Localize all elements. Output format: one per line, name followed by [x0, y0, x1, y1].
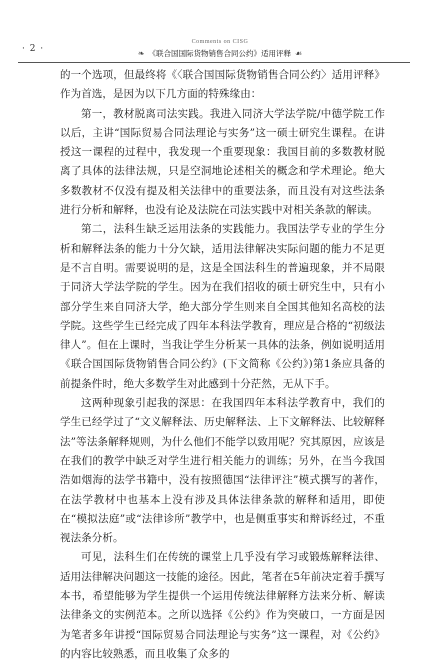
paragraph-textbooks: 第一，教材脱离司法实践。我进入同济大学法学院/中德学院工作以后，主讲“国际贸易合同法理论与实务”这一硕士研究生课程。在讲授这一课程的过程中，我发现一个重要现象：我国目前的多数教材脱离了具体的法律法规，只是空洞地论述相关的概念和学术理论。绝大多数教材不仅没有提及相关法律中的重要法条，而且没有对这些法条进行分析和解释，也没有论及法院在司法实践中对相关条款的解读。 [60, 107, 385, 217]
paragraph-continuation: 的一个选项，但最终将《〈联合国国际货物销售合同公约〉适用评释》作为首选，是因为以下几方面的特殊缘由： [60, 69, 385, 101]
paragraph-conclusion: 可见，法科生们在传统的课堂上几乎没有学习或锻炼解释法律、适用法律解决问题这一技能的途径。因此，笔者在5年前决定着手撰写本书，希望能够为学生提供一个运用传统法律解释方法来分析、解读法律条文的实例范本。之所以选择《公约》作为突破口，一方面是因为笔者多年讲授“国际贸易合同法理论与实务”这一课程，对《公约》的内容比较熟悉，而且收集了众多的 [60, 551, 385, 660]
running-header-english: Comments on CISG [191, 39, 249, 45]
running-header [60, 38, 380, 60]
header-rule [18, 62, 410, 63]
paragraph-reflection: 这两种现象引起我的深思：在我国四年本科法学教育中，我们的学生已经学过了“文义解释法、历史解释法、上下文解释法、比较解释法”等法条解释规则，为什么他们不能学以致用呢？究其原因，应该是在我们的教学中缺乏对学生进行相关能力的训练；另外，在当今我国浩如烟海的法学书籍中，没有按照德国“法律评注”模式撰写的著作，在法学教材中也基本上没有涉及具体法律条款的解释和适用，即使在“模拟法庭”或“法律诊所”教学中，也是侧重事实和辩诉经过，不重视法条分析。 [60, 397, 385, 545]
leaf-ornament-right-icon: ☙ [295, 49, 303, 58]
paragraph-students-ability: 第二，法科生缺乏运用法条的实践能力。我国法学专业的学生分析和解释法条的能力十分欠缺，适用法律解决实际问题的能力不足更是不言自明。需要说明的是，这是全国法科生的普遍现象，并不局限于同济大学法学院的学生。因为在我们招收的硕士研究生中，只有小部分学生来自同济大学，绝大部分学生则来自全国其他知名高校的法学院。这些学生已经完成了四年本科法学教育，理应是合格的“初级法律人”。但在上课时，当我让学生分析某一具体的法条，例如说明适用《联合国国际货物销售合同公约》(下文简称《公约》)第1条应具备的前提条件时，绝大多数学生对此感到十分茫然，无从下手。 [60, 223, 385, 390]
page-number: · 2 · [22, 44, 45, 54]
running-header-title-row [60, 48, 380, 60]
running-header-chinese: 《联合国国际货物销售合同公约》适用评释 [148, 49, 292, 58]
body-text [60, 66, 385, 664]
leaf-ornament-left-icon: ❧ [137, 49, 145, 58]
